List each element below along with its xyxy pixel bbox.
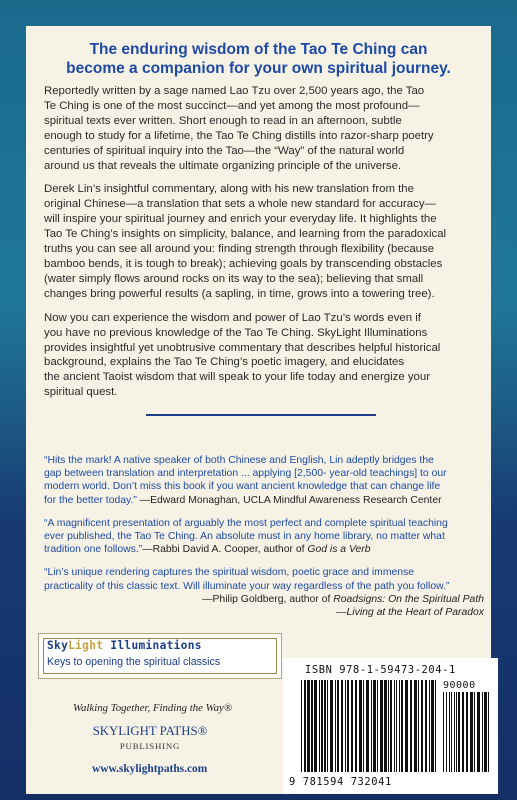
barcode-bar [314, 680, 317, 772]
barcode-bar [330, 680, 333, 772]
barcode-bar [335, 680, 336, 772]
endorsement-attribution: —Rabbi David A. Cooper, author of [142, 544, 308, 556]
text-line: around us that reveals the ultimate organizing principle of the universe. [44, 159, 402, 172]
barcode-bar [363, 680, 364, 772]
text-line: enough to study for a lifetime, the Tao Te Ching distills into razor-sharp poetry [44, 129, 434, 142]
text-line: Derek Lin’s insightful commentary, along with his new translation from the [44, 183, 414, 196]
quote-line-last [44, 543, 484, 556]
cover-headline [26, 40, 491, 78]
book-title: —Living at the Heart of Paradox [336, 607, 484, 619]
barcode-bar [466, 692, 468, 772]
addon-barcode-bars [443, 692, 491, 772]
barcode-bar [443, 692, 444, 772]
barcode-bar [366, 680, 369, 772]
publisher-website: www.skylightpaths.com [92, 763, 208, 775]
publisher-tagline: Walking Together, Finding the Way® [73, 702, 233, 714]
endorsements [44, 454, 484, 629]
barcode-bar [394, 680, 395, 772]
barcode-bar [345, 680, 346, 772]
text-line: will inspire your spiritual journey and enrich your everyday life. It highlights the [44, 213, 437, 226]
barcode-bar [482, 692, 483, 772]
series-logo-box [38, 633, 282, 679]
barcode-bar [380, 680, 383, 772]
series-tagline: Keys to opening the spiritual classics [47, 656, 221, 668]
barcode-bar [429, 680, 430, 772]
barcode-bar [399, 680, 400, 772]
barcode-bar [414, 680, 417, 772]
quote-line: “Hits the mark! A native speaker of both Chinese and English, Lin adeptly bridges the [44, 455, 434, 466]
text-line: you have no previous knowledge of the Tao Te Ching. SkyLight Illuminations [44, 326, 428, 339]
quote-line: modern world. Don’t miss this book if you want ancient knowledge that can change life [44, 481, 441, 493]
cover-text-panel [26, 26, 491, 794]
barcode-bar [401, 680, 403, 772]
barcode-bar [347, 680, 349, 772]
publisher-subtitle: PUBLISHING [119, 741, 181, 751]
barcode-bar [484, 692, 487, 772]
barcode-bar [377, 680, 378, 772]
text-line: spiritual texts ever written. Short enough to read in an afternoon, subtle [44, 114, 402, 127]
barcode-bar [324, 680, 326, 772]
attribution-author: —Philip Goldberg, author of [202, 593, 334, 605]
quote-line-last [44, 494, 484, 507]
book-title: God is a Verb [307, 544, 371, 556]
quote-line: practicality of this classic text. Will illuminate your way regardless of the path you follow.” [44, 580, 450, 592]
barcode-digits: 9 781594 732041 [289, 776, 392, 788]
barcode-bar [470, 692, 473, 772]
endorsement-attribution [44, 593, 484, 606]
barcode-bar [449, 692, 450, 772]
description-paragraph-2 [44, 182, 484, 301]
series-name-highlight: Light [68, 639, 104, 652]
barcode-bar [337, 680, 339, 772]
text-line: the ancient Taoist wisdom that will speak to your life today and energize your [44, 371, 431, 384]
barcode-bar [388, 680, 389, 772]
barcode-bar [458, 692, 460, 772]
headline-line-2: become a companion for your own spiritual journey. [66, 60, 451, 77]
quote-text: for the better today.” [44, 494, 137, 506]
isbn-number: ISBN 978-1-59473-204-1 [305, 664, 456, 676]
text-line: truths you can see all around you: finding strength through flexibility (because [44, 243, 435, 256]
barcode-bar [301, 680, 302, 772]
description-paragraph-1 [44, 84, 484, 173]
barcode-bar [405, 680, 408, 772]
quote-text: tradition one follows.” [44, 544, 143, 556]
barcode-bar [451, 692, 452, 772]
barcode-bar [341, 680, 343, 772]
series-name-part: Illuminations [103, 639, 202, 652]
barcode-bar [355, 680, 357, 772]
quote-line: “A magnificent presentation of arguably the most perfect and complete spiritual teaching [44, 517, 448, 529]
barcode-bar [462, 692, 464, 772]
text-line: Te Ching is one of the most succinct—and yet among the most profound— [44, 99, 420, 112]
barcode-bar [454, 692, 455, 772]
barcode-bar [371, 680, 372, 772]
barcode-bar [359, 680, 362, 772]
endorsement-2 [44, 517, 484, 557]
barcode-bar [431, 680, 434, 772]
barcode-bar [435, 680, 436, 772]
series-name-part: Sky [47, 639, 69, 652]
barcode-bar [373, 680, 376, 772]
text-line: changes bring powerful results (a sapling, in time, grows into a towering tree). [44, 287, 435, 300]
headline-line-1: The enduring wisdom of the Tao Te Ching can [89, 41, 428, 58]
barcode-bar [418, 680, 419, 772]
publisher-name: SKYLIGHT PATHS® [92, 724, 208, 738]
barcode-bar [390, 680, 392, 772]
quote-line: ever published, the Tao Te Ching. An absolute must in any home library, no matter what [44, 531, 445, 543]
publisher-logo [90, 724, 210, 751]
text-line: (water simply flows around rocks on its way to the sea); believing that small [44, 272, 424, 285]
barcode-bar [311, 680, 313, 772]
section-divider [146, 414, 376, 416]
barcode-bar [474, 692, 475, 772]
text-line: Reportedly written by a sage named Lao Tzu over 2,500 years ago, the Tao [44, 85, 425, 97]
barcode-bar [327, 680, 328, 772]
text-line: spiritual quest. [44, 386, 118, 399]
barcode-bar [304, 680, 306, 772]
barcode-bar [421, 680, 423, 772]
text-line: centuries of spiritual inquiry into the Tao—the “Way” of the natural world [44, 144, 405, 157]
book-title: Roadsigns: On the Spiritual Path [333, 593, 484, 605]
quote-line: gap between translation and interpretation ... applying [2,500- year-old teachings] to our [44, 468, 447, 480]
barcode-bar [410, 680, 412, 772]
endorsement-3 [44, 566, 484, 619]
description-body [44, 84, 484, 409]
barcode-bar [307, 680, 310, 772]
barcode-bar [477, 692, 480, 772]
barcode-bars [301, 680, 439, 772]
text-line: Now you can experience the wisdom and power of Lao Tzu’s words even if [44, 311, 421, 324]
barcode-bar [456, 692, 457, 772]
price-addon-number: 90000 [443, 680, 476, 691]
isbn-barcode [283, 658, 498, 794]
text-line: provides insightful yet unobtrusive commentary that describes helpful historical [44, 341, 441, 354]
barcode-bar [425, 680, 427, 772]
barcode-bar [319, 680, 320, 772]
barcode-bar [321, 680, 323, 772]
description-paragraph-3 [44, 311, 484, 400]
barcode-bar [384, 680, 387, 772]
endorsement-1 [44, 454, 484, 507]
barcode-bar [446, 692, 447, 772]
text-line: original Chinese—a translation that sets a whole new standard for accuracy— [44, 198, 436, 211]
text-line: Tao Te Ching’s insights on simplicity, balance, and learning from the paradoxical [44, 228, 447, 241]
text-line: bamboo bends, it is tough to break); achieving goals by transcending obstacles [44, 257, 443, 270]
endorsement-attribution: —Edward Monaghan, UCLA Mindful Awareness Research Center [136, 494, 442, 506]
quote-line: “Lin’s unique rendering captures the spiritual wisdom, poetic grace and immense [44, 567, 415, 579]
barcode-bar [351, 680, 353, 772]
series-name [47, 639, 202, 652]
barcode-bar [488, 692, 489, 772]
barcode-bar [396, 680, 397, 772]
text-line: background, explains the Tao Te Ching’s poetic imagery, and elucidates [44, 356, 405, 369]
